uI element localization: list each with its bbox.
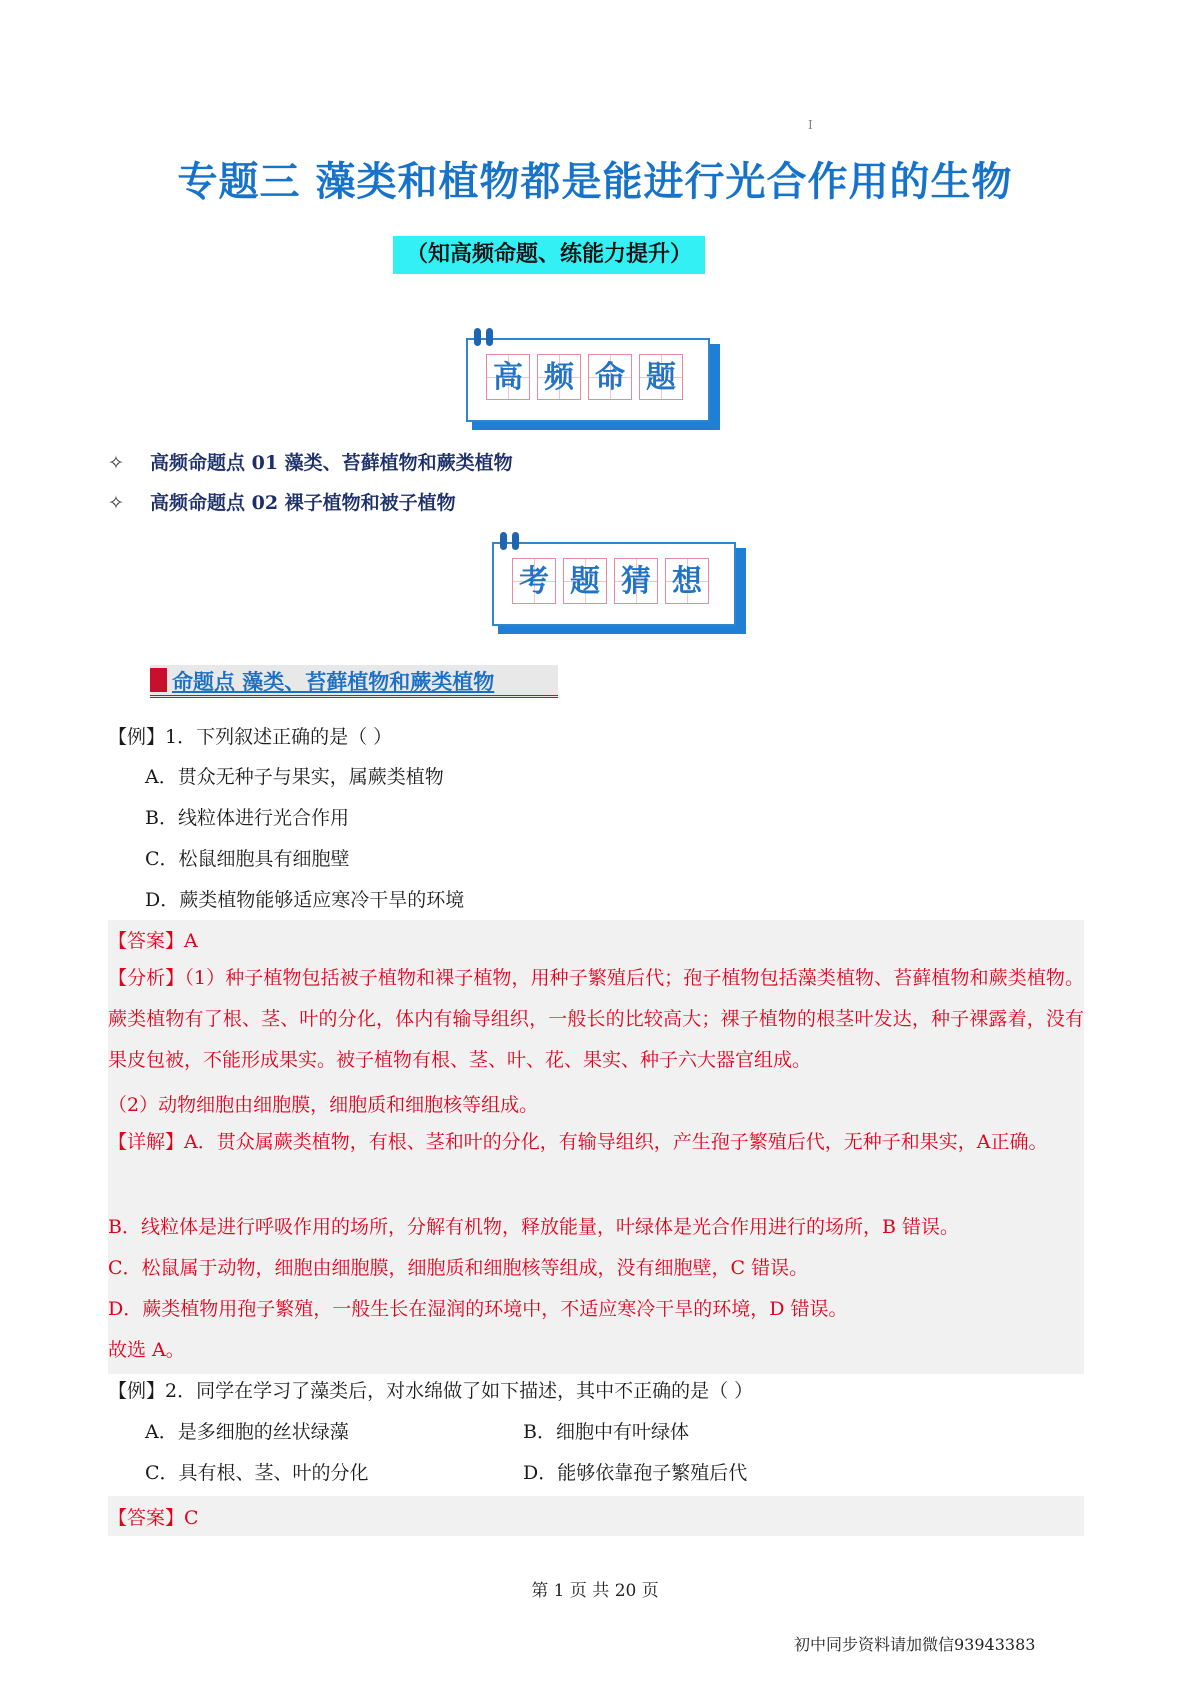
point-item-2 [108, 488, 456, 515]
badge-char: 频 [537, 354, 581, 400]
badge-char: 题 [563, 558, 607, 604]
question-1-answer: 【答案】A [108, 930, 198, 952]
question-1-detail-c: C．松鼠属于动物，细胞由细胞膜，细胞质和细胞核等组成，没有细胞壁，C 错误。 [108, 1257, 809, 1279]
question-2-answer: 【答案】C [108, 1507, 199, 1529]
badge-rings [500, 532, 524, 554]
section-heading [150, 665, 558, 698]
question-1-detail: 【详解】A．贯众属蕨类植物，有根、茎和叶的分化，有输导组织，产生孢子繁殖后代，无种子和果实，A正确。 [108, 1131, 1048, 1153]
point-text: 高频命题点 01 藻类、苔藓植物和蕨类植物 [150, 452, 513, 474]
ring-icon [512, 532, 519, 550]
question-1-detail-d: D．蕨类植物用孢子繁殖，一般生长在湿润的环境中，不适应寒冷干旱的环境，D 错误。 [108, 1298, 848, 1320]
question-1-detail-b: B．线粒体是进行呼吸作用的场所，分解有机物，释放能量，叶绿体是光合作用进行的场所，B 错误。 [108, 1216, 959, 1238]
page-title: 专题三 藻类和植物都是能进行光合作用的生物 [177, 159, 1013, 205]
question-1-stem: 【例】1．下列叙述正确的是（ ） [108, 726, 393, 748]
question-1-option-a: A．贯众无种子与果实，属蕨类植物 [145, 766, 444, 788]
question-2-stem: 【例】2．同学在学习了藻类后，对水绵做了如下描述，其中不正确的是（ ） [108, 1380, 754, 1402]
question-1-option-c: C．松鼠细胞具有细胞壁 [145, 848, 350, 870]
ring-icon [500, 532, 507, 550]
point-item-1 [108, 448, 513, 475]
page-footer: 第 1 页 共 20 页 [531, 1581, 659, 1601]
badge-high-frequency [466, 338, 720, 428]
badge-exam-guess [492, 542, 746, 632]
question-2-option-c: C．具有根、茎、叶的分化 [145, 1462, 369, 1484]
badge-char: 高 [486, 354, 530, 400]
question-2-option-b: B．细胞中有叶绿体 [523, 1421, 689, 1443]
badge-rings [474, 328, 498, 350]
section-title: 命题点 藻类、苔藓植物和蕨类植物 [172, 670, 495, 694]
question-2-option-a: A．是多细胞的丝状绿藻 [145, 1421, 349, 1443]
point-text: 高频命题点 02 裸子植物和被子植物 [150, 492, 456, 514]
bullet-icon: ✧ [108, 452, 124, 474]
top-mark: I [808, 118, 813, 132]
bullet-icon: ✧ [108, 492, 124, 514]
badge-char: 题 [639, 354, 683, 400]
section-marker [150, 668, 167, 692]
question-1-choose: 故选 A。 [108, 1339, 185, 1361]
badge-char: 考 [512, 558, 556, 604]
question-2-option-d: D．能够依靠孢子繁殖后代 [523, 1462, 748, 1484]
badge-char: 命 [588, 354, 632, 400]
ring-icon [486, 328, 493, 346]
question-1-option-b: B．线粒体进行光合作用 [145, 807, 349, 829]
ring-icon [474, 328, 481, 346]
question-1-analysis: 【分析】（1）种子植物包括被子植物和裸子植物，用种子繁殖后代；孢子植物包括藻类植物、苔藓植物和蕨类植物。蕨类植物有了根、茎、叶的分化，体内有输导组织，一般长的比较高大；裸子植物的根茎叶发达，种子裸露着，没有果皮包被，不能形成果实。被子植物有根、茎、叶、花、果实、种子六大器官组成。 [108, 967, 1084, 1071]
question-2-answer-panel [108, 1496, 1084, 1536]
badge-char: 想 [665, 558, 709, 604]
badge-char: 猜 [614, 558, 658, 604]
watermark-text: 初中同步资料请加微信93943383 [794, 1635, 1036, 1654]
page-subtitle: （知高频命题、练能力提升） [393, 236, 705, 274]
question-1-option-d: D．蕨类植物能够适应寒冷干旱的环境 [145, 889, 465, 911]
question-1-analysis-2: （2）动物细胞由细胞膜，细胞质和细胞核等组成。 [108, 1094, 539, 1116]
